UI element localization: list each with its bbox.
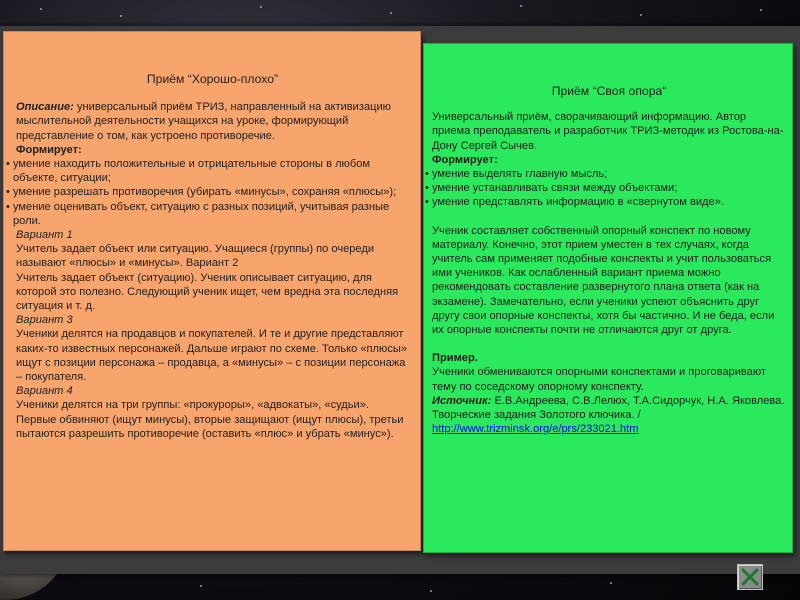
variant3-text: Ученики делятся на продавцов и покупателей. И те и другие представляют каких-то известных персонажей. Дальше играют по схеме. Только «плюсы» ищут с позиции персонажа – продавца, а «минусы» – с позиции персонажа – покупателя. xyxy=(16,328,408,384)
list-item: • умение оценивать объект, ситуацию с разных позиций, учитывая разные роли. xyxy=(6,200,412,228)
source-label: Источник: xyxy=(432,394,492,407)
example-label: Пример. xyxy=(432,352,478,365)
list-item: • умение устанавливать связи между объектами; xyxy=(425,181,786,195)
right-forms-label: Формирует: xyxy=(432,153,498,166)
list-item: • умение выделять главную мысль; xyxy=(425,167,786,181)
description-text: универсальный приём ТРИЗ, направленный на активизацию мыслительной деятельности учащихся на уроке, формирующий представление о том, как устроено противоречие. xyxy=(16,101,392,142)
variant4-text: Ученики делятся на три группы: «прокуроры», «адвокаты», «судьи». Первые обвиняют (ищут минусы), вторые защищают (ищут плюсы), третьи пытаются разрешить противоречие (оставить «плюс» и убрать «минус»). xyxy=(16,399,404,440)
left-forms-label: Формирует: xyxy=(16,143,82,156)
right-panel-title: Приём “Своя опора“ xyxy=(551,84,667,98)
list-item: • умение представлять информацию в «свернутом виде». xyxy=(425,195,786,209)
left-panel-title: Приём “Хорошо-плохо” xyxy=(146,72,279,86)
spacer xyxy=(432,210,786,224)
list-item: • умение разрешать противоречия (убирать «минусы», сохраняя «плюсы»); xyxy=(6,185,412,199)
source-text: Е.В.Андреева, С.В.Лелюх, Т.А.Сидорчук, Н.А. Яковлева. Творческие задания Золотого ключика. / xyxy=(432,394,785,422)
variant3-label: Вариант 3 xyxy=(16,314,73,327)
left-forms-list xyxy=(13,157,412,228)
source-link[interactable]: http://www.trizminsk.org/e/prs/233021.htm xyxy=(432,423,639,436)
right-forms-list xyxy=(432,167,786,210)
right-body-text: Ученик составляет собственный опорный конспект по новому материалу. Конечно, этот прием уместен в тех случаях, когда учитель сам применяет подобные конспекты и учит пользоваться ими учеников. Как ослабленный вариант приема можно рекомендовать составление развернутого плана ответа (как на экзамене). Замечательно, если ученики успеют объяснить друг другу свои опорные конспекты, хотя бы частично. И не беда, если их опорные конспекты почти не отличаются друг от друга. xyxy=(432,224,775,337)
list-item: • умение находить положительные и отрицательные стороны в любом объекте, ситуации; xyxy=(6,157,412,185)
variant1-text: Учитель задает объект или ситуацию. Учащиеся (группы) по очереди называют «плюсы» и «минусы». Вариант 2 xyxy=(16,243,375,270)
variant4-label: Вариант 4 xyxy=(16,385,73,398)
description-label: Описание: xyxy=(16,101,74,114)
variant1-label: Вариант 1 xyxy=(16,229,73,242)
source-link-line xyxy=(432,422,786,436)
slide-nav-button[interactable] xyxy=(737,564,763,590)
close-icon xyxy=(741,568,759,586)
left-description xyxy=(13,100,412,143)
example-text: Ученики обмениваются опорными конспектами и проговаривают тему по соседскому опорному конспекту. xyxy=(432,366,766,393)
spacer xyxy=(432,337,786,351)
right-intro-text: Универсальный приём, сворачивающий информацию. Автор приема преподаватель и разработчик ТРИЗ-методик из Ростова-на-Дону Сергей Сычев. xyxy=(432,111,784,152)
left-panel-good-bad xyxy=(3,31,421,551)
variant2-text: Учитель задает объект (ситуацию). Ученик описывает ситуацию, для которой это полезно. Следующий ученик ищет, чем вредна эта последняя ситуация и т. д. xyxy=(16,271,399,313)
right-panel-own-support xyxy=(423,43,793,553)
source-paragraph xyxy=(432,394,786,422)
